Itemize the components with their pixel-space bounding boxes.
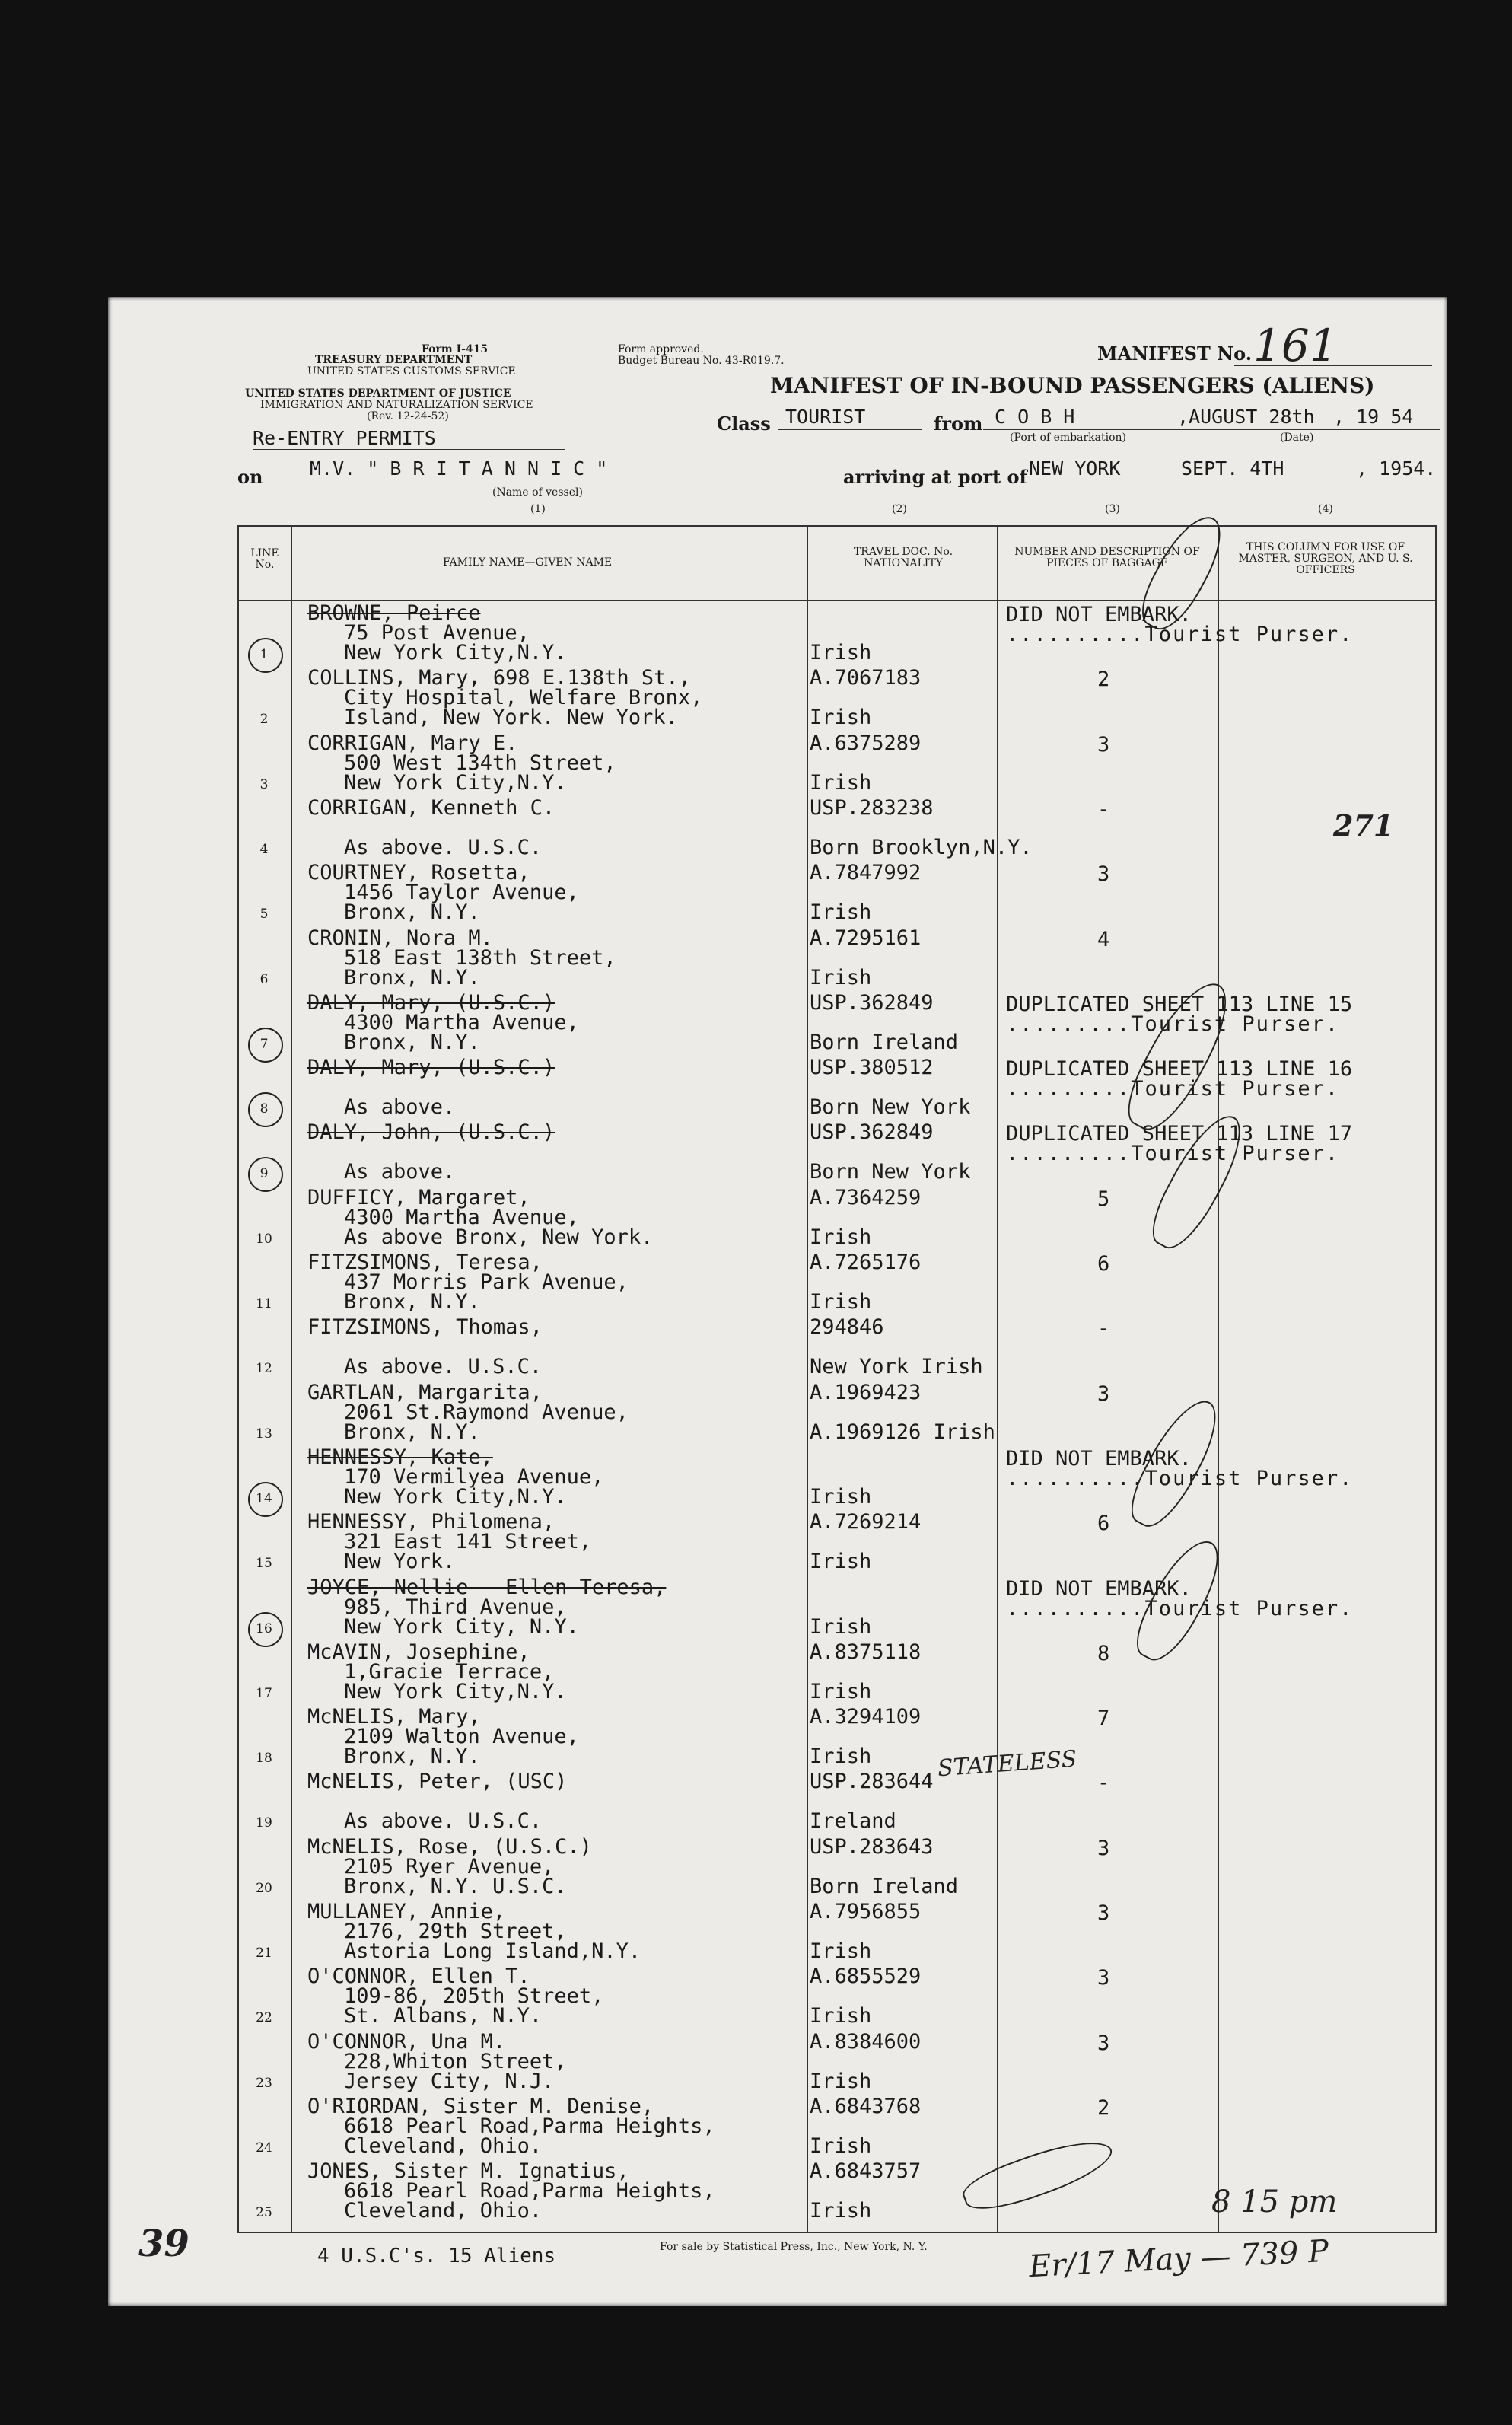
passenger-address-line-2: Island, New York. New York. [344,706,678,730]
official-note: ..........Tourist Purser. [1006,623,1354,646]
travel-doc-number: A.6375289 [810,731,922,755]
travel-doc-number: 294846 [810,1315,884,1340]
arrival-port: NEW YORK [1029,457,1121,480]
baggage: DUPLICATED SHEET 113 LINE 15 [1006,992,1353,1016]
travel-doc-number: A.7295161 [810,926,922,950]
passenger-address-line-2: As above. U.S.C. [344,1355,543,1379]
manifest-title: MANIFEST OF IN-BOUND PASSENGERS (ALIENS) [770,373,1375,398]
passenger-name: HENNESSY, Kate, [307,1445,493,1469]
line-number: 7 [259,1036,269,1052]
passenger-address-line-2: Bronx, N.Y. U.S.C. [344,1874,567,1898]
baggage: - [1097,1317,1110,1341]
header-baggage: NUMBER AND DESCRIPTION OF PIECES OF BAGGAGE [1014,546,1200,569]
class-underline [778,429,922,430]
passenger-name: GARTLAN, Margarita, [307,1380,543,1404]
form-approved: Form approved. [618,343,704,355]
line-number: 18 [256,1751,272,1767]
line-number: 4 [259,841,269,857]
baggage: 6 [1097,1512,1110,1536]
table-row [108,2030,1447,2095]
passenger-name: BROWNE, Peirce [307,601,481,625]
baggage: DUPLICATED SHEET 113 LINE 16 [1006,1057,1353,1082]
passenger-address-line-1: 985, Third Avenue, [344,1595,567,1619]
line-number: 16 [256,1620,272,1636]
baggage: 3 [1097,1901,1110,1925]
line-number: 17 [256,1685,272,1701]
passenger-name: JOYCE, Nellie --Ellen-Teresa, [307,1575,667,1599]
baggage: DID NOT EMBARK. [1006,1576,1192,1601]
baggage: 2 [1097,668,1110,692]
header-family-name: FAMILY NAME—GIVEN NAME [443,556,613,569]
passenger-name: DALY, Mary, (U.S.C.) [307,990,555,1015]
class-value: TOURIST [785,406,866,428]
reentry-permits: Re-ENTRY PERMITS [253,427,436,449]
passenger-address-line-2: Bronx, N.Y. [344,1420,480,1444]
vessel-caption: (Name of vessel) [492,486,583,499]
line-number: 3 [259,776,269,792]
table-row [108,926,1447,991]
line-number: 2 [259,712,269,728]
baggage: 2 [1097,2095,1110,2120]
passenger-name: McNELIS, Mary, [307,1705,481,1729]
passenger-address-line-2: As above Bronx, New York. [344,1225,654,1249]
arrival-date: SEPT. 4TH [1181,457,1284,480]
line-number: 20 [256,1880,272,1896]
table-row [108,666,1447,731]
handwritten-stateless: STATELESS [937,1745,1078,1783]
nationality: Irish [810,2199,872,2223]
passenger-name: McNELIS, Peter, (USC) [307,1770,568,1794]
line-number: 24 [256,2140,272,2156]
passenger-address-line-2: As above. U.S.C. [344,835,543,859]
embarkation-year: , 19 54 [1333,406,1414,428]
manifest-underline [1234,365,1432,366]
nationality: Irish [810,2069,872,2093]
passenger-name: O'CONNOR, Una M. [307,2029,506,2054]
header-travel-doc: TRAVEL DOC. No. NATIONALITY [853,546,953,569]
nationality: Irish [810,2004,872,2028]
passenger-name: McAVIN, Josephine, [307,1640,530,1664]
passenger-name: COURTNEY, Rosetta, [307,861,530,885]
manifest-number: 161 [1253,320,1338,371]
travel-doc-number: USP.362849 [810,1120,934,1145]
travel-doc-number: USP.283238 [810,795,934,820]
official-note: ..........Tourist Purser. [1006,1596,1354,1620]
table-row [108,1770,1447,1834]
nationality: Irish [810,2133,872,2158]
nationality: Irish [810,1745,872,1769]
nationality: Born New York [810,1160,971,1184]
line-number: 11 [256,1296,272,1311]
baggage: 5 [1097,1187,1110,1211]
passenger-address-line-2: New York. [344,1550,456,1574]
table-row [108,796,1447,861]
date-caption: (Date) [1280,432,1314,444]
port-embark-caption: (Port of embarkation) [1010,432,1126,444]
dept-customs: UNITED STATES CUSTOMS SERVICE [307,365,516,378]
official-note: ..........Tourist Purser. [1006,1466,1354,1490]
header-official-use: THIS COLUMN FOR USE OF MASTER, SURGEON, AND U. S. OFFICERS [1238,541,1413,576]
form-revision: (Rev. 12-24-52) [367,410,449,422]
manifest-label: MANIFEST No. [1097,343,1253,365]
nationality: Irish [810,1484,872,1509]
line-number: 8 [259,1101,269,1117]
passenger-name: CORRIGAN, Mary E. [307,731,518,755]
baggage: DID NOT EMBARK. [1006,603,1192,626]
passenger-address-line-2: As above. [344,1095,456,1120]
table-row [108,1835,1447,1900]
header-line-no: LINE No. [250,547,279,571]
passenger-address-line-1: 1456 Taylor Avenue, [344,881,579,905]
passenger-address-line-1: 2105 Ryer Avenue, [344,1854,555,1878]
handwritten-time: 8 15 pm [1211,2184,1338,2219]
passenger-address-line-2: New York City,N.Y. [344,1679,567,1703]
handwritten-bottom: Er/17 May — 739 P [1028,2233,1330,2285]
passenger-address-line-1: 6618 Pearl Road,Parma Heights, [344,2179,715,2204]
table-row [108,1186,1447,1251]
passenger-name: FITZSIMONS, Teresa, [307,1251,543,1274]
page-mark: 39 [138,2223,189,2265]
line-number: 22 [256,2010,272,2026]
nationality: Irish [810,1225,872,1249]
nationality: A.1969126 Irish [810,1420,995,1444]
column-number-3: (3) [1105,503,1120,515]
nationality: Irish [810,965,872,989]
line-number: 6 [259,971,269,987]
passenger-address-line-1: 500 West 134th Street, [344,750,616,775]
embarkation-date: ,AUGUST 28th [1177,406,1315,428]
baggage: 6 [1097,1252,1110,1276]
passenger-name: MULLANEY, Annie, [307,1900,506,1923]
travel-doc-number: A.7956855 [810,1900,922,1923]
official-note: .........Tourist Purser. [1006,1142,1340,1166]
passenger-address-line-2: Bronx, N.Y. [344,900,480,925]
baggage: 3 [1097,1966,1110,1990]
form-number: Form I-415 [422,343,489,355]
travel-doc-number: USP.283644 [810,1770,934,1794]
travel-doc-number: USP.283643 [810,1834,934,1859]
nationality: Irish [810,770,872,795]
line-number: 25 [256,2205,272,2221]
baggage: 3 [1097,1836,1110,1860]
baggage: 7 [1097,1706,1110,1731]
nationality: Irish [810,1679,872,1703]
passenger-address-line-2: Jersey City, N.J. [344,2069,555,2093]
passenger-address-line-2: As above. U.S.C. [344,1809,543,1834]
passenger-name: COLLINS, Mary, 698 E.138th St., [307,666,691,690]
table-row [108,2095,1447,2159]
passenger-address-line-2: Bronx, N.Y. [344,1290,480,1314]
passenger-name: O'CONNOR, Ellen T. [307,1965,530,1989]
on-label: on [237,466,263,488]
table-row [108,1315,1447,1380]
vessel-name: M.V. " B R I T A N N I C " [310,457,608,480]
passenger-address-line-1: 75 Post Avenue, [344,621,530,645]
baggage: 3 [1097,732,1110,757]
baggage: 3 [1097,862,1110,887]
nationality: Irish [810,1290,872,1314]
passenger-name: DALY, Mary, (U.S.C.) [307,1056,555,1080]
table-row [108,1445,1447,1510]
line-number: 9 [259,1166,269,1182]
passenger-address-line-2: Bronx, N.Y. [344,1030,480,1054]
travel-doc-number: A.7067183 [810,666,922,690]
line-number: 1 [259,647,269,662]
passenger-address-line-2: Cleveland, Ohio. [344,2133,543,2158]
nationality: Irish [810,641,872,664]
passenger-address-line-1: 2176, 29th Street, [344,1920,567,1943]
column-number-2: (2) [892,503,907,515]
travel-doc-number: A.6855529 [810,1965,922,1989]
footer-summary: 4 U.S.C's. 15 Aliens [317,2245,556,2267]
footer-sale: For sale by Statistical Press, Inc., New York, N. Y. [660,2241,928,2253]
passenger-address-line-2: Cleveland, Ohio. [344,2199,543,2223]
baggage: - [1097,797,1110,821]
manifest-sheet [108,297,1447,2306]
travel-doc-number: A.6843757 [810,2159,922,2184]
travel-doc-number: A.3294109 [810,1705,922,1729]
passenger-name: FITZSIMONS, Thomas, [307,1315,543,1340]
passenger-name: McNELIS, Rose, (U.S.C.) [307,1834,592,1859]
passenger-address-line-1: 518 East 138th Street, [344,945,616,970]
table-row [108,1965,1447,2029]
line-number: 14 [256,1490,272,1506]
table-row [108,1251,1447,1315]
permits-underline [253,449,565,450]
nationality: Born Brooklyn,N.Y. [810,835,1033,859]
class-label: Class [717,413,771,435]
travel-doc-number: A.8375118 [810,1640,922,1664]
passenger-address-line-2: Astoria Long Island,N.Y. [344,1939,641,1963]
passenger-address-line-1: 228,Whiton Street, [344,2049,567,2073]
passenger-name: HENNESSY, Philomena, [307,1510,555,1534]
nationality: Born New York [810,1095,971,1120]
passenger-address-line-2: New York City,N.Y. [344,1484,567,1509]
nationality: Irish [810,1614,872,1639]
table-row [108,1705,1447,1770]
baggage: DUPLICATED SHEET 113 LINE 17 [1006,1122,1353,1146]
baggage: - [1097,1771,1110,1796]
passenger-address-line-2: St. Albans, N.Y. [344,2004,543,2028]
baggage: 3 [1097,2031,1110,2055]
official-note: .........Tourist Purser. [1006,1012,1340,1036]
nationality: Irish [810,1550,872,1574]
passenger-address-line-1: 321 East 141 Street, [344,1530,592,1554]
handwritten-271: 271 [1333,808,1394,843]
table-row [108,1510,1447,1575]
passenger-address-line-2: As above. [344,1160,456,1184]
passenger-address-line-2: Bronx, N.Y. [344,965,480,989]
line-number: 12 [256,1361,272,1377]
nationality: Irish [810,706,872,730]
passenger-address-line-1: 437 Morris Park Avenue, [344,1270,629,1294]
nationality: Born Ireland [810,1030,959,1054]
nationality: Irish [810,900,872,925]
from-underline [983,429,1440,430]
passenger-address-line-1: 1,Gracie Terrace, [344,1659,555,1684]
passenger-address-line-1: 2109 Walton Avenue, [344,1725,579,1749]
table-row [108,861,1447,926]
travel-doc-number: A.6843768 [810,2094,922,2118]
passenger-name: JONES, Sister M. Ignatius, [307,2159,629,2184]
passenger-address-line-1: 4300 Martha Avenue, [344,1205,579,1229]
column-number-4: (4) [1318,503,1333,515]
passenger-name: DUFFICY, Margaret, [307,1185,530,1209]
dept-justice: UNITED STATES DEPARTMENT OF JUSTICE [245,387,511,400]
arriving-label: arriving at port of [843,466,1027,488]
table-row [108,1900,1447,1965]
dept-treasury: TREASURY DEPARTMENT [315,354,473,366]
passenger-address-line-2: New York City,N.Y. [344,641,567,664]
line-number: 10 [256,1231,272,1247]
passenger-name: CRONIN, Nora M. [307,926,493,950]
table-row [108,1576,1447,1640]
passenger-address-line-2: New York City, N.Y. [344,1614,579,1639]
line-number: 5 [259,907,269,923]
travel-doc-number: A.1969423 [810,1380,922,1404]
baggage: DID NOT EMBARK. [1006,1446,1192,1471]
passenger-address-line-1: 6618 Pearl Road,Parma Heights, [344,2114,715,2138]
baggage: 4 [1097,927,1110,951]
table-row [108,1381,1447,1445]
travel-doc-number: A.7269214 [810,1510,922,1534]
nationality: Ireland [810,1809,896,1834]
table-row [108,991,1447,1056]
line-number: 19 [256,1815,272,1831]
table-row [108,1056,1447,1120]
passenger-name: O'RIORDAN, Sister M. Denise, [307,2094,654,2118]
travel-doc-number: USP.362849 [810,990,934,1015]
passenger-address-line-1: 170 Vermilyea Avenue, [344,1464,604,1489]
travel-doc-number: A.7364259 [810,1185,922,1209]
passenger-address-line-2: New York City,N.Y. [344,770,567,795]
passenger-address-line-1: City Hospital, Welfare Bronx, [344,686,703,710]
baggage: 8 [1097,1641,1110,1665]
nationality: New York Irish [810,1355,983,1379]
column-number-1: (1) [530,503,546,515]
passenger-name: DALY, John, (U.S.C.) [307,1120,555,1145]
travel-doc-number: A.7847992 [810,861,922,885]
travel-doc-number: A.8384600 [810,2029,922,2054]
travel-doc-number: USP.380512 [810,1056,934,1080]
table-row [108,1640,1447,1705]
embarkation-port: C O B H [995,406,1075,428]
line-number: 21 [256,1945,272,1961]
arrival-year: , 1954. [1356,457,1437,480]
baggage: 3 [1097,1381,1110,1406]
budget-bureau: Budget Bureau No. 43-R019.7. [618,355,785,367]
passenger-address-line-2: Bronx, N.Y. [344,1745,480,1769]
passenger-address-line-1: 109-86, 205th Street, [344,1984,604,2009]
dept-ins: IMMIGRATION AND NATURALIZATION SERVICE [260,399,533,411]
passenger-address-line-1: 4300 Martha Avenue, [344,1010,579,1034]
from-label: from [934,413,983,435]
table-row [108,601,1447,666]
passenger-address-line-1: 2061 St.Raymond Avenue, [344,1400,629,1424]
line-number: 15 [256,1556,272,1572]
official-note: .........Tourist Purser. [1006,1077,1340,1101]
travel-doc-number: A.7265176 [810,1251,922,1274]
nationality: Born Ireland [810,1874,959,1898]
line-number: 13 [256,1426,272,1442]
table-row [108,731,1447,796]
nationality: Irish [810,1939,872,1963]
table-row [108,1120,1447,1185]
line-number: 23 [256,2075,272,2091]
passenger-name: CORRIGAN, Kenneth C. [307,795,555,820]
